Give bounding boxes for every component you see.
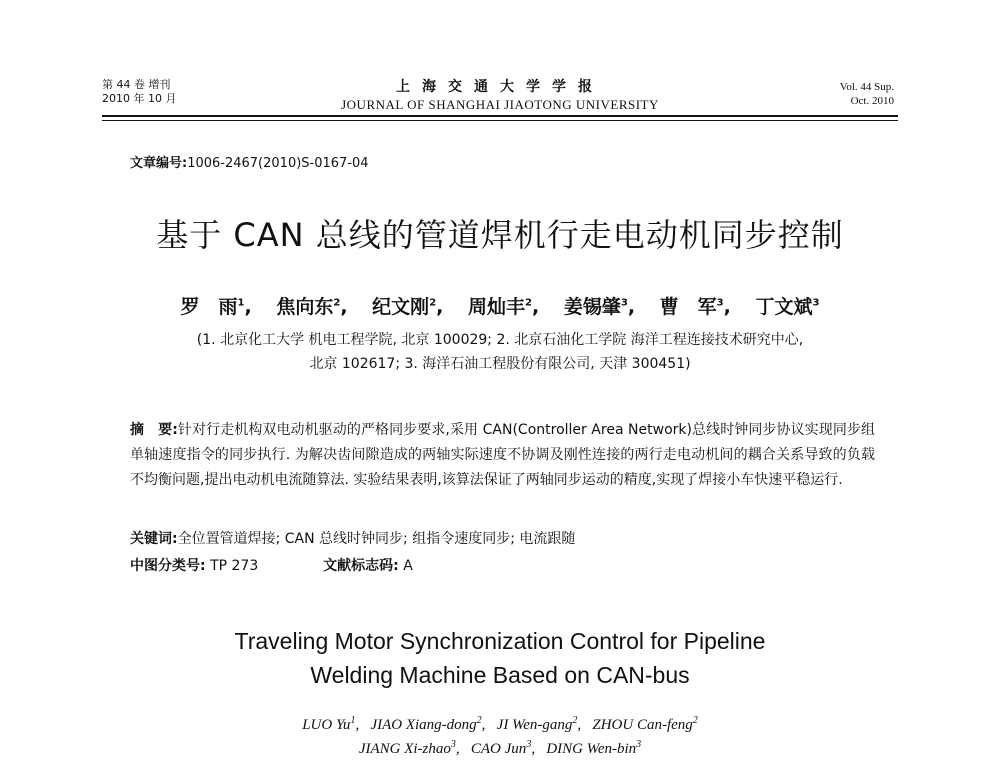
author-en: JIANG Xi-zhao$^3$, (358, 739, 460, 757)
title-en-line: Welding Machine Based on CAN-bus (310, 662, 690, 688)
author-cn: 焦向东$^2$, (276, 296, 348, 318)
journal-name-en: JOURNAL OF SHANGHAI JIAOTONG UNIVERSITY (341, 97, 659, 112)
article-number-label: 文章编号: (130, 156, 188, 171)
author-en: JIAO Xiang-dong$^2$, (370, 715, 486, 733)
issue-info-en (840, 80, 894, 108)
keywords-label: 关键词: (130, 531, 178, 547)
author-cn: 丁文斌$^3$ (755, 296, 820, 318)
keywords (130, 528, 575, 548)
article-number (130, 152, 369, 171)
authors-cn (0, 292, 1000, 319)
clc-label: 中图分类号: (130, 558, 206, 574)
issue-date: 2010 年 10 月 (102, 92, 177, 105)
authors-en (0, 713, 1000, 761)
issue-volume: 第 44 卷 增刊 (102, 78, 171, 91)
clc-value: TP 273 (210, 558, 259, 574)
author-cn: 姜锡肇$^3$, (563, 296, 636, 318)
title-cn: 基于 CAN 总线的管道焊机行走电动机同步控制 (156, 216, 844, 254)
affiliations (0, 328, 1000, 376)
volume-en: Vol. 44 Sup. (839, 81, 894, 93)
title-en-line: Traveling Motor Synchronization Control for Pipeline (234, 628, 766, 654)
journal-masthead (300, 78, 700, 114)
affiliation-line: 北京 102617; 3. 海洋石油工程股份有限公司, 天津 300451) (309, 356, 691, 372)
abstract (130, 418, 875, 493)
date-en: Oct. 2010 (850, 95, 894, 107)
affiliation-line: (1. 北京化工大学 机电工程学院, 北京 100029; 2. 北京石油化工学院 海洋工程连接技术研究中心, (196, 332, 804, 348)
abstract-label: 摘 要: (130, 422, 178, 438)
author-cn: 周灿丰$^2$, (468, 296, 540, 318)
author-en: JI Wen-gang$^2$, (496, 715, 582, 733)
author-cn: 纪文刚$^2$, (372, 296, 444, 318)
author-en: LUO Yu$^1$, (302, 715, 360, 733)
author-en: DING Wen-bin$^3$ (546, 739, 642, 757)
doc-code-value: A (403, 558, 413, 574)
author-cn: 曹 军$^3$, (659, 296, 731, 318)
abstract-text: 针对行走机构双电动机驱动的严格同步要求,采用 CAN(Controller Area Network)总线时钟同步协议实现同步组单轴速度指令的同步执行. 为解决齿间隙造成的两轴实际速度不协调及刚性连接的两行走电动机间的耦合关系导致的负载不均衡问题,提出电动机电流随算法. 实验结果表明,该算法保证了两轴同步运动的精度,实现了焊接小车快速平稳运行. (130, 422, 875, 488)
title-en (0, 624, 1000, 692)
header-rule-thick (102, 115, 898, 117)
classification (130, 555, 413, 575)
journal-name-cn: 上海交通大学学报 (396, 79, 604, 95)
article-number-value: 1006-2467(2010)S-0167-04 (187, 156, 369, 171)
header-rule-thin (102, 120, 898, 121)
issue-info (102, 78, 176, 106)
author-en: ZHOU Can-feng$^2$ (592, 715, 698, 733)
doc-code-label: 文献标志码: (323, 558, 399, 574)
author-cn: 罗 雨$^1$, (180, 296, 252, 318)
keywords-text: 全位置管道焊接; CAN 总线时钟同步; 组指令速度同步; 电流跟随 (177, 531, 576, 547)
author-en: CAO Jun$^3$, (470, 739, 536, 757)
